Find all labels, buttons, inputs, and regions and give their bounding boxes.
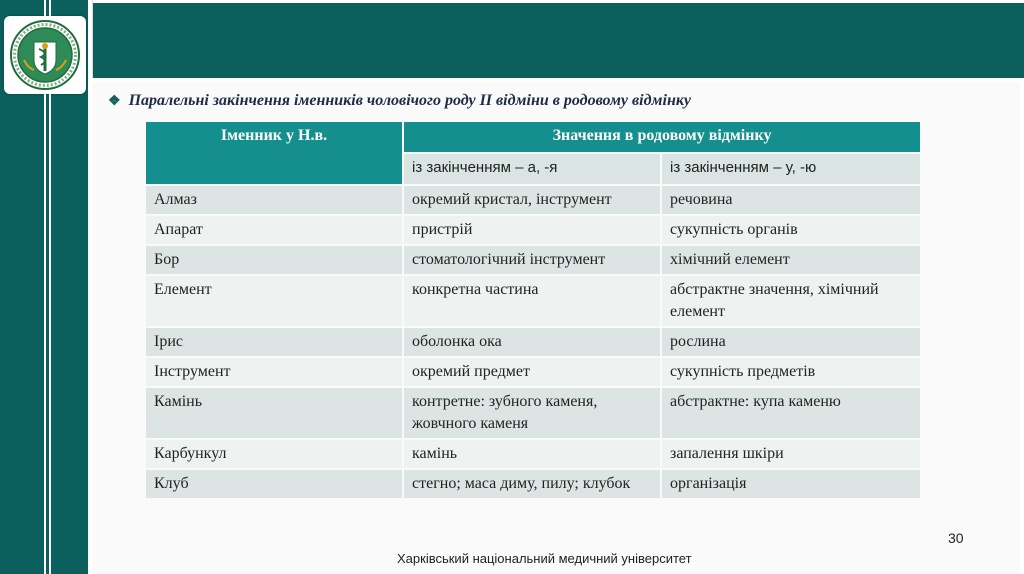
cell-ending-a: стегно; маса диму, пилу; клубок xyxy=(404,470,660,498)
cell-ending-a: окремий предмет xyxy=(404,358,660,386)
cell-noun: Алмаз xyxy=(146,186,402,214)
cell-noun: Камінь xyxy=(146,388,402,438)
header-noun: Іменник у Н.в. xyxy=(146,122,402,184)
cell-ending-u: абстрактне значення, хімічний елемент xyxy=(662,276,920,326)
cell-ending-u: сукупність предметів xyxy=(662,358,920,386)
cell-ending-u: хімічний елемент xyxy=(662,246,920,274)
title-bar xyxy=(92,0,1024,78)
cell-ending-a: стоматологічний інструмент xyxy=(404,246,660,274)
cell-ending-u: сукупність органів xyxy=(662,216,920,244)
table-row xyxy=(146,388,920,438)
cell-ending-a: пристрій xyxy=(404,216,660,244)
cell-ending-a: контретне: зубного каменя, жовчного каменя xyxy=(404,388,660,438)
table-row xyxy=(146,470,920,498)
genitive-endings-table xyxy=(144,120,922,500)
slide-subtitle xyxy=(108,92,1008,110)
table-row xyxy=(146,186,920,214)
cell-noun: Ірис xyxy=(146,328,402,356)
header-meaning: Значення в родовому відмінку xyxy=(404,122,920,152)
cell-noun: Карбункул xyxy=(146,440,402,468)
table-row xyxy=(146,328,920,356)
table-row xyxy=(146,440,920,468)
cell-noun: Елемент xyxy=(146,276,402,326)
cell-noun: Бор xyxy=(146,246,402,274)
table-row xyxy=(146,216,920,244)
cell-ending-a: оболонка ока xyxy=(404,328,660,356)
subtitle-text: Паралельні закінчення іменників чоловічого роду ІІ відміни в родовому відмінку xyxy=(128,92,692,109)
cell-noun: Клуб xyxy=(146,470,402,498)
cell-ending-a: камінь xyxy=(404,440,660,468)
table-row xyxy=(146,276,920,326)
page-number: 30 xyxy=(948,530,964,546)
cell-ending-a: окремий кристал, інструмент xyxy=(404,186,660,214)
table-row xyxy=(146,246,920,274)
subheader-ending-a: із закінченням – а, -я xyxy=(404,154,660,184)
cell-ending-u: речовина xyxy=(662,186,920,214)
cell-ending-u: абстрактне: купа каменю xyxy=(662,388,920,438)
university-emblem-icon xyxy=(4,16,86,94)
diamond-bullet-icon: ❖ xyxy=(108,94,121,109)
cell-ending-u: рослина xyxy=(662,328,920,356)
table-row xyxy=(146,358,920,386)
cell-noun: Апарат xyxy=(146,216,402,244)
subheader-ending-u: із закінченням – у, -ю xyxy=(662,154,920,184)
cell-noun: Інструмент xyxy=(146,358,402,386)
cell-ending-u: запалення шкіри xyxy=(662,440,920,468)
university-logo xyxy=(4,16,86,94)
cell-ending-a: конкретна частина xyxy=(404,276,660,326)
cell-ending-u: організація xyxy=(662,470,920,498)
footer-text: Харківський національний медичний університет xyxy=(397,551,692,566)
